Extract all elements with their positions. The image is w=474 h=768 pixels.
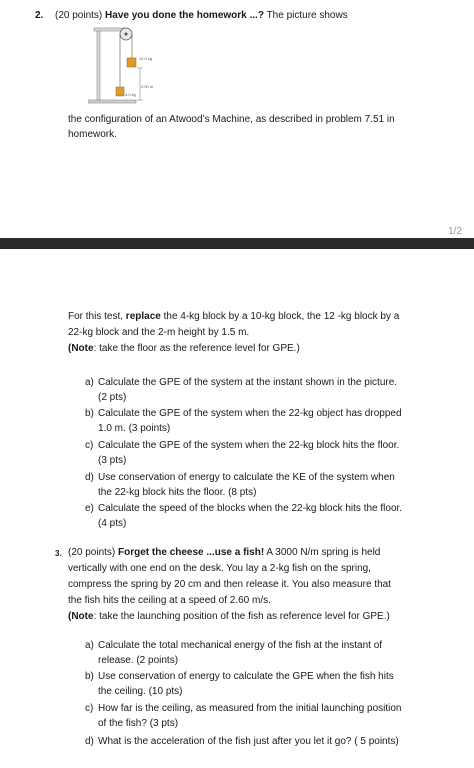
test-intro-line2: 22-kg block and the 2-m height by 1.5 m. — [68, 327, 250, 338]
q3-line3: compress the spring by 20 cm and then release it. You also measure that — [68, 579, 391, 590]
q3-number: 3. — [55, 549, 62, 558]
list-item-label: e) — [85, 503, 94, 514]
list-item-label: c) — [85, 440, 94, 451]
q2-lead: The picture shows — [266, 10, 348, 21]
q2-header — [55, 8, 455, 23]
page-indicator: 1/2 — [448, 226, 462, 237]
page-divider — [0, 238, 474, 249]
stand-pole — [97, 30, 100, 100]
q3-title: Forget the cheese ...use a fish! — [118, 547, 265, 558]
q2-title: Have you done the homework ...? — [105, 10, 264, 21]
list-item-label: b) — [85, 408, 94, 419]
q2-number: 2. — [35, 10, 44, 21]
q3-line2: vertically with one end on the desk. You lay a 2-kg fish on the spring, — [68, 563, 371, 574]
list-item-label: d) — [85, 736, 94, 747]
list-item-label: a) — [85, 377, 94, 388]
q3-line4: the fish hits the ceiling at a speed of 2.60 m/s. — [68, 595, 271, 606]
test-note: (Note: take the floor as the reference level for GPE.) — [68, 343, 300, 354]
list-item-label: c) — [85, 703, 94, 714]
q3-line1: (20 points) Forget the cheese ...use a fish! A 3000 N/m spring is held — [68, 547, 381, 558]
q3-note: (Note: take the launching position of the fish as reference level for GPE.) — [68, 611, 390, 622]
replace-keyword: replace — [125, 311, 161, 322]
test-intro-line1: For this test, replace the 4-kg block by a 10-kg block, the 12 -kg block by a — [68, 311, 400, 322]
figure-label-mass-bottom: 4.0 kg — [125, 92, 136, 97]
q3-points: (20 points) — [68, 547, 116, 558]
list-item-label: a) — [85, 640, 94, 651]
figure-label-height: 2.00 m — [141, 84, 154, 89]
list-item-label: b) — [85, 671, 94, 682]
q2-points: (20 points) — [55, 10, 103, 21]
figure-label-mass-top: 12.0 kg — [139, 56, 153, 61]
block-upper — [127, 58, 136, 67]
q2-caption-line1: the configuration of an Atwood’s Machine, as described in problem 7.51 in — [68, 114, 395, 125]
list-item-label: d) — [85, 472, 94, 483]
q2-caption-line2: homework. — [68, 129, 117, 140]
block-lower — [116, 87, 124, 96]
stand-base — [88, 100, 136, 103]
